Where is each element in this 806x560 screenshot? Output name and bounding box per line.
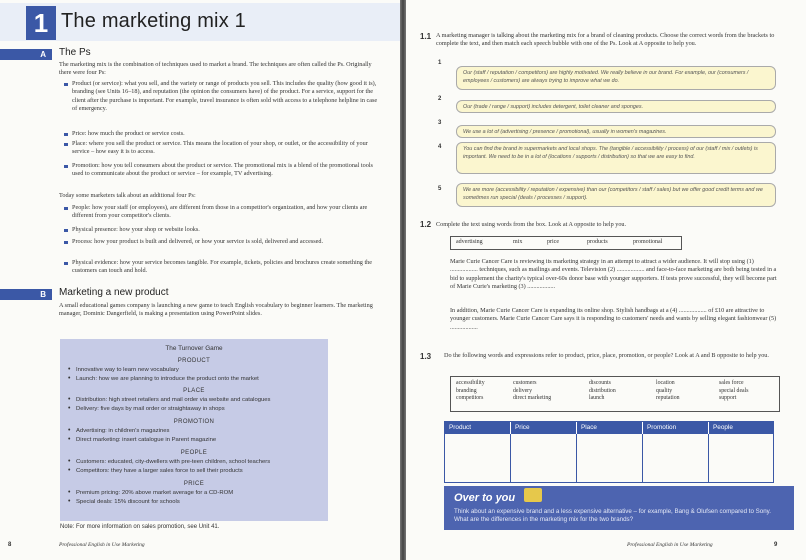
expression-item: accessibility — [456, 380, 485, 386]
categories-table — [444, 421, 774, 483]
speech-bubble: Our (trade / range / support) includes detergent, toilet cleaner and sponges. — [456, 100, 776, 113]
pencil-icon — [524, 488, 542, 502]
unit-title: The marketing mix 1 — [61, 10, 246, 32]
powerpoint-slide — [60, 339, 328, 521]
slide-heading-promotion: PROMOTION — [173, 419, 215, 425]
footer-title-left: Professional English in Use Marketing — [59, 542, 145, 548]
word-box — [450, 236, 682, 250]
expressions-column — [456, 380, 485, 403]
word-box-item: promotional — [633, 239, 663, 245]
expression-item: location — [656, 380, 675, 386]
table-header: People — [709, 422, 773, 434]
speech-bubble: We are more (accessibility / reputation / expensive) than our (competitors / staff / sales) but we offer good credit terms and we sometimes run special (deals / processes / support). — [456, 183, 776, 207]
word-box-item: advertising — [456, 239, 483, 245]
table-cell[interactable] — [445, 434, 511, 483]
expression-item: competitors — [456, 395, 484, 402]
over-to-you-label: Over to you — [454, 492, 516, 504]
slide-bullet: • Advertising: in children's magazines — [68, 428, 169, 434]
footer-title-right: Professional English in Use Marketing — [627, 542, 713, 548]
section-b-title: Marketing a new product — [59, 287, 169, 298]
expression-item: reputation — [656, 395, 680, 402]
slide-bullet: • Competitors: they have a larger sales force to sell their products — [68, 468, 243, 474]
expressions-column — [656, 380, 680, 403]
page-number-right: 9 — [774, 542, 778, 548]
expressions-column — [513, 380, 551, 403]
extra-ps-item: People: how your staff (or employees), are different from those in a competitor's organization, and how your clients are different from your competitor's clients. — [64, 204, 380, 221]
expressions-column — [589, 380, 616, 403]
table-header: Place — [577, 422, 643, 434]
table-cell[interactable] — [709, 434, 773, 483]
expression-item: quality — [656, 387, 673, 394]
slide-bullet: • Customers: educated, city-dwellers with pre-teen children, school teachers — [68, 459, 270, 465]
exercise-1-2-number: 1.2 — [420, 220, 432, 229]
extra-ps-item: Process: how your product is built and delivered, or how your service is sold, delivered and accessed. — [64, 238, 380, 246]
table-header: Promotion — [643, 422, 709, 434]
slide-bullet: • Launch: how we are planning to introduce the product onto the market — [68, 376, 259, 382]
expression-item: distribution — [589, 387, 616, 394]
section-a-tag: A — [0, 49, 52, 60]
slide-bullet: • Direct marketing: insert catalogue in Parent magazine — [68, 437, 216, 443]
slide-bullet: • Premium pricing: 20% above market average for a CD-ROM — [68, 490, 233, 496]
four-ps-item: Product (or service): what you sell, and the variety or range of products you sell. This includes the quality (how good it is), branding (see Units 16–18), and reputation (the opinion the consumers have) of the product. For a service, support for the client after the purchase is important. For example, travel insurance is often sold with access to a telephone helpline in case of emergency. — [64, 80, 380, 114]
slide-title: The Turnover Game — [165, 345, 223, 352]
bubble-number: 4 — [438, 144, 442, 150]
extra-ps-intro: Today some marketers talk about an additional four Ps: — [59, 192, 196, 199]
expression-item: direct marketing — [513, 395, 552, 402]
speech-bubble: We use a lot of (advertising / presence / promotional), usually in women's magazines. — [456, 125, 776, 138]
unit-header — [0, 3, 400, 41]
expression-item: branding — [456, 387, 477, 394]
expression-item: delivery — [513, 387, 532, 394]
slide-heading-product: PRODUCT — [177, 358, 211, 364]
bubble-number: 1 — [438, 60, 442, 66]
note-text: Note: For more information on sales promotion, see Unit 41. — [60, 524, 220, 530]
exercise-1-3-number: 1.3 — [420, 352, 432, 361]
table-cell[interactable] — [511, 434, 577, 483]
exercise-1-1-instructions: A marketing manager is talking about the marketing mix for a brand of cleaning products. Choose the correct words from the brackets to complete the text, and then match each speech bubble with one of the Ps. Look at A opposite to help you. — [436, 32, 775, 48]
expression-item: support — [719, 395, 737, 402]
extra-ps-item: Physical evidence: how your service becomes tangible. For example, tickets, policies and brochures create something the customers can touch and hold. — [64, 259, 380, 276]
bubble-number: 2 — [438, 96, 442, 102]
expression-item: customers — [513, 380, 537, 386]
exercise-1-2-instructions: Complete the text using words from the box. Look at A opposite to help you. — [436, 221, 627, 228]
page-number-left: 8 — [8, 542, 12, 548]
section-b-tag: B — [0, 289, 52, 300]
table-header: Product — [445, 422, 511, 434]
slide-bullet: • Innovative way to learn new vocabulary — [68, 367, 179, 373]
slide-bullet: • Special deals: 15% discount for schools — [68, 499, 180, 505]
word-box-item: price — [547, 239, 559, 245]
table-cell[interactable] — [577, 434, 643, 483]
section-b-intro: A small educational games company is launching a new game to teach English vocabulary to beginner learners. The marketing manager, Dominic Dangerfield, is making a presentation using PowerPoint slides. — [59, 302, 373, 318]
speech-bubble: You can find the brand in supermarkets and local shops. The (tangible / accessibility / process) of our (staff / mix / outlets) is important. We need to be in a lot of (locations / supports / distribution) so that we are easy to find. — [456, 142, 776, 174]
exercise-1-3-instructions: Do the following words and expressions refer to product, price, place, promotion, or people? Look at A and B opposite to help you. — [444, 352, 769, 359]
slide-heading-place: PLACE — [183, 388, 205, 394]
section-a-title: The Ps — [59, 47, 91, 58]
table-cell[interactable] — [643, 434, 709, 483]
expressions-column — [719, 380, 748, 403]
left-page — [0, 0, 400, 560]
section-a-intro: The marketing mix is the combination of techniques used to market a brand. The techniques are often called the Ps. Originally there were four Ps: — [59, 61, 372, 77]
over-to-you-box — [444, 486, 794, 530]
bubble-number: 5 — [438, 186, 442, 192]
gap-fill-paragraph-1: Marie Curie Cancer Care is reviewing its marketing strategy in an attempt to attract a wider audience. It will stop using (1) .................. techniques, such as mailings and events. Television (2) .................. and face-to-face marketing are both being tested in a bid to supplement the charity's typical over-60s donor base with younger supporters. If tests prove successful, they will become part of Marie Curie's marketing (3) .................. — [450, 258, 777, 291]
speech-bubble: Our (staff / reputation / competitors) are highly motivated. We really believe in our brand. For example, our (consumers / employees / customers) are always trying to improve what we do. — [456, 66, 776, 90]
word-box-item: products — [587, 239, 608, 245]
unit-number: 1 — [26, 6, 56, 40]
slide-bullet: • Delivery: five days by mail order or straightaway in shops — [68, 406, 225, 412]
table-header: Price — [511, 422, 577, 434]
expression-item: discounts — [589, 380, 611, 386]
word-box-item: mix — [513, 239, 523, 245]
slide-heading-people: PEOPLE — [180, 450, 208, 456]
over-to-you-text: Think about an expensive brand and a less expensive alternative – for example, Bang & Olufsen compared to Sony. What are the differences in the marketing mix for the two brands? — [454, 508, 772, 524]
slide-heading-price: PRICE — [183, 481, 205, 487]
slide-bullet: • Distribution: high street retailers and mail order via website and catalogues — [68, 397, 271, 403]
exercise-1-1-number: 1.1 — [420, 32, 432, 41]
four-ps-item: Promotion: how you tell consumers about the product or service. The promotional mix is a blend of the promotional tools used to communicate about the product or service – for example, TV advertising. — [64, 162, 380, 179]
four-ps-item: Place: where you sell the product or service. This means the location of your shop, or outlet, or the accessibility of your service – how easy it is to access. — [64, 140, 380, 157]
expression-item: launch — [589, 395, 605, 402]
extra-ps-item: Physical presence: how your shop or website looks. — [64, 226, 380, 234]
bubble-number: 3 — [438, 120, 442, 126]
expression-item: sales force — [719, 380, 744, 386]
expression-item: special deals — [719, 387, 749, 394]
four-ps-item: Price: how much the product or service costs. — [64, 130, 380, 138]
gap-fill-paragraph-2: In addition, Marie Curie Cancer Care is expanding its online shop. Stylish handbags at a (4) .................. of £10 are attractive to younger customers. Marie Curie Cancer Care says it is responding to customers' needs and wants by selling elegant fashionwear (5) .................. — [450, 307, 777, 331]
expressions-box — [450, 376, 780, 412]
